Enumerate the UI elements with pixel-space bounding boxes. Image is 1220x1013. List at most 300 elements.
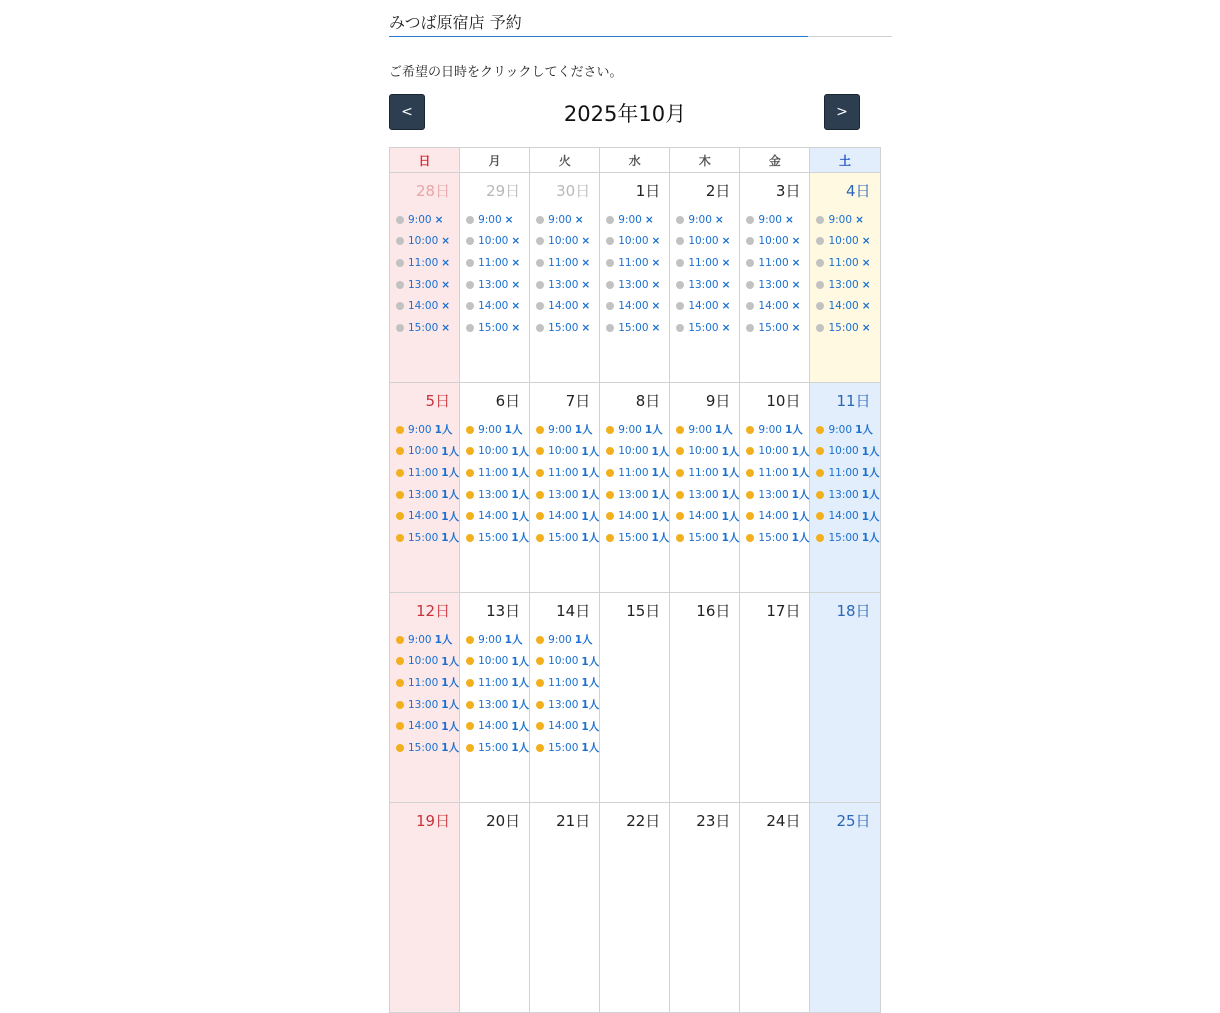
calendar-day-cell [530,593,600,803]
slot-availability: × [651,235,661,248]
prev-month-button[interactable]: < [389,94,425,130]
calendar-day-cell [670,383,740,593]
time-slot[interactable] [746,505,809,527]
time-slot[interactable] [396,672,459,694]
full-status-dot-icon [466,216,474,224]
available-status-dot-icon [676,512,684,520]
slot-time: 10:00 [618,235,649,248]
time-slot[interactable] [396,295,459,317]
slot-availability: 1人 [581,655,600,668]
time-slot[interactable] [466,715,529,737]
full-status-dot-icon [536,216,544,224]
available-status-dot-icon [536,636,544,644]
weekday-mon: 月 [460,148,530,173]
slot-availability: × [511,235,521,248]
slot-availability: 1人 [791,532,810,545]
calendar-week-row [390,173,881,383]
slot-availability: × [644,213,654,226]
available-status-dot-icon [466,636,474,644]
slot-availability: 1人 [651,510,670,523]
slot-availability: × [714,213,724,226]
slot-time: 9:00 [618,213,642,226]
slot-time: 9:00 [548,423,572,436]
full-status-dot-icon [396,324,404,332]
day-number: 4日 [846,182,871,200]
slot-time: 11:00 [618,466,649,479]
available-status-dot-icon [746,491,754,499]
available-status-dot-icon [466,701,474,709]
slot-time: 9:00 [618,423,642,436]
slot-availability: × [791,256,801,269]
slot-availability: × [861,278,871,291]
available-status-dot-icon [396,426,404,434]
time-slot[interactable] [536,419,599,441]
slot-time: 11:00 [758,466,789,479]
time-slot-list [390,419,459,549]
time-slot[interactable] [746,462,809,484]
slot-availability: 1人 [441,742,460,755]
slot-availability: 1人 [861,445,880,458]
slot-availability: 1人 [651,532,670,545]
day-number: 9日 [705,392,731,410]
available-status-dot-icon [746,512,754,520]
time-slot[interactable] [676,209,739,231]
time-slot[interactable] [396,715,459,737]
full-status-dot-icon [746,324,754,332]
time-slot[interactable] [606,527,669,549]
available-status-dot-icon [676,447,684,455]
time-slot[interactable] [746,231,809,253]
time-slot[interactable] [396,629,459,651]
slot-availability: 1人 [791,467,810,480]
weekday-tue: 火 [530,148,600,173]
slot-availability: 1人 [581,699,600,712]
available-status-dot-icon [466,512,474,520]
time-slot[interactable] [536,209,599,231]
slot-time: 11:00 [478,676,509,689]
slot-availability: 1人 [441,677,460,690]
slot-availability: 1人 [644,424,663,437]
time-slot[interactable] [396,252,459,274]
month-label: 2025年10月 [563,102,687,126]
full-status-dot-icon [676,259,684,267]
calendar-week-row [390,803,881,1013]
time-slot[interactable] [466,295,529,317]
day-number: 28日 [415,182,451,200]
time-slot[interactable] [466,505,529,527]
available-status-dot-icon [606,534,614,542]
slot-availability: 1人 [855,424,873,437]
calendar-day-cell [530,383,600,593]
time-slot[interactable] [466,252,529,274]
day-number: 24日 [766,812,801,830]
slot-availability: 1人 [511,467,530,480]
slot-availability: × [651,256,661,269]
day-number: 23日 [696,812,731,830]
time-slot-list [600,209,669,339]
slot-availability: 1人 [651,445,670,458]
day-number: 12日 [415,602,451,620]
time-slot[interactable] [816,231,879,253]
available-status-dot-icon [466,447,474,455]
time-slot[interactable] [606,462,669,484]
slot-availability: 1人 [441,489,460,502]
full-status-dot-icon [746,216,754,224]
calendar-day-cell [740,593,810,803]
time-slot[interactable] [536,715,599,737]
time-slot[interactable] [606,231,669,253]
time-slot[interactable] [816,419,879,441]
slot-availability: 1人 [504,424,523,437]
weekday-thu: 木 [670,148,740,173]
available-status-dot-icon [816,534,824,542]
slot-time: 11:00 [408,676,439,689]
slot-time: 13:00 [618,278,649,291]
day-number: 29日 [486,182,521,200]
page-title: みつば原宿店 予約 [389,0,892,37]
available-status-dot-icon [396,469,404,477]
time-slot[interactable] [606,505,669,527]
available-status-dot-icon [536,679,544,687]
time-slot[interactable] [396,441,459,463]
slot-time: 9:00 [828,423,853,436]
full-status-dot-icon [676,324,684,332]
time-slot[interactable] [466,419,529,441]
slot-time: 9:00 [688,213,712,226]
slot-availability: × [511,300,521,313]
calendar-day-cell [810,803,880,1013]
time-slot[interactable] [466,209,529,231]
slot-time: 14:00 [618,300,649,313]
slot-availability: × [651,300,661,313]
slot-time: 10:00 [408,235,439,248]
slot-availability: × [651,321,661,334]
time-slot[interactable] [816,317,879,339]
slot-time: 15:00 [478,321,509,334]
weekday-sat: 土 [810,148,880,173]
slot-time: 13:00 [408,488,439,501]
slot-time: 9:00 [478,423,502,436]
available-status-dot-icon [396,491,404,499]
full-status-dot-icon [536,237,544,245]
slot-time: 10:00 [688,445,719,458]
time-slot[interactable] [536,527,599,549]
available-status-dot-icon [606,447,614,455]
slot-time: 13:00 [408,278,439,291]
time-slot-list [530,209,599,339]
full-status-dot-icon [746,237,754,245]
time-slot[interactable] [676,317,739,339]
time-slot-list [740,419,809,549]
slot-time: 11:00 [688,466,719,479]
time-slot[interactable] [606,252,669,274]
time-slot[interactable] [746,274,809,296]
time-slot[interactable] [746,317,809,339]
slot-time: 10:00 [758,445,789,458]
time-slot[interactable] [676,231,739,253]
slot-time: 9:00 [758,213,782,226]
weekday-header-row [390,148,881,173]
full-status-dot-icon [536,324,544,332]
slot-time: 11:00 [548,256,579,269]
slot-time: 14:00 [618,510,649,523]
time-slot[interactable] [676,274,739,296]
slot-time: 13:00 [758,488,789,501]
day-number: 14日 [556,602,591,620]
time-slot[interactable] [466,694,529,716]
slot-time: 15:00 [478,531,509,544]
calendar-day-cell [670,173,740,383]
time-slot[interactable] [396,317,459,339]
time-slot[interactable] [606,295,669,317]
slot-time: 10:00 [478,655,509,668]
time-slot[interactable] [396,527,459,549]
time-slot[interactable] [676,295,739,317]
time-slot-list [390,629,459,759]
time-slot[interactable] [466,651,529,673]
time-slot[interactable] [816,209,879,231]
time-slot[interactable] [466,484,529,506]
time-slot[interactable] [466,231,529,253]
time-slot[interactable] [676,252,739,274]
time-slot[interactable] [466,317,529,339]
available-status-dot-icon [746,426,754,434]
slot-time: 9:00 [408,633,432,646]
time-slot[interactable] [536,737,599,759]
available-status-dot-icon [676,491,684,499]
time-slot[interactable] [466,629,529,651]
day-number: 16日 [696,602,731,620]
time-slot[interactable] [816,462,879,484]
time-slot[interactable] [676,462,739,484]
slot-availability: × [651,278,661,291]
available-status-dot-icon [676,534,684,542]
available-status-dot-icon [606,426,614,434]
weekday-sun: 日 [390,148,460,173]
slot-availability: 1人 [721,532,740,545]
time-slot-list [670,209,739,339]
time-slot[interactable] [746,209,809,231]
time-slot[interactable] [396,737,459,759]
time-slot[interactable] [816,505,879,527]
time-slot[interactable] [536,484,599,506]
time-slot[interactable] [536,505,599,527]
available-status-dot-icon [466,722,474,730]
time-slot[interactable] [396,231,459,253]
time-slot[interactable] [396,505,459,527]
slot-time: 11:00 [408,466,439,479]
available-status-dot-icon [816,469,824,477]
time-slot[interactable] [466,737,529,759]
day-number: 5日 [425,392,451,410]
time-slot[interactable] [746,441,809,463]
time-slot[interactable] [466,672,529,694]
time-slot[interactable] [466,274,529,296]
time-slot[interactable] [746,419,809,441]
time-slot[interactable] [816,527,879,549]
day-number: 20日 [486,812,521,830]
calendar-day-cell [460,383,530,593]
slot-availability: 1人 [511,510,530,523]
day-number: 10日 [766,392,801,410]
calendar-grid [389,147,881,1013]
slot-availability: 1人 [861,532,880,545]
slot-time: 14:00 [828,510,859,523]
slot-time: 13:00 [618,488,649,501]
time-slot[interactable] [816,295,879,317]
time-slot[interactable] [536,462,599,484]
slot-time: 13:00 [548,488,579,501]
slot-availability: × [861,235,871,248]
slot-availability: 1人 [441,720,460,733]
time-slot[interactable] [536,629,599,651]
time-slot[interactable] [816,484,879,506]
time-slot[interactable] [396,484,459,506]
time-slot[interactable] [396,462,459,484]
day-number: 22日 [626,812,661,830]
calendar-day-cell [740,173,810,383]
slot-time: 13:00 [408,698,439,711]
calendar-day-cell [670,803,740,1013]
full-status-dot-icon [746,259,754,267]
slot-availability: 1人 [581,445,600,458]
slot-availability: 1人 [581,677,600,690]
slot-time: 10:00 [758,235,789,248]
slot-time: 10:00 [548,445,579,458]
time-slot[interactable] [536,651,599,673]
day-number: 21日 [556,812,591,830]
available-status-dot-icon [466,657,474,665]
full-status-dot-icon [816,281,824,289]
available-status-dot-icon [466,534,474,542]
time-slot[interactable] [606,209,669,231]
time-slot[interactable] [536,672,599,694]
next-month-button[interactable]: > [824,94,860,130]
time-slot[interactable] [746,295,809,317]
available-status-dot-icon [606,512,614,520]
calendar-day-cell [810,593,880,803]
time-slot[interactable] [396,651,459,673]
time-slot[interactable] [466,462,529,484]
weekday-wed: 水 [600,148,670,173]
time-slot[interactable] [396,419,459,441]
full-status-dot-icon [746,302,754,310]
time-slot[interactable] [536,694,599,716]
slot-availability: 1人 [511,445,530,458]
slot-time: 13:00 [688,278,719,291]
available-status-dot-icon [536,447,544,455]
time-slot[interactable] [746,252,809,274]
slot-availability: 1人 [581,467,600,480]
slot-availability: × [791,235,801,248]
available-status-dot-icon [466,469,474,477]
time-slot[interactable] [816,441,879,463]
time-slot-list [530,629,599,759]
time-slot[interactable] [396,694,459,716]
slot-availability: 1人 [791,489,810,502]
time-slot[interactable] [536,317,599,339]
time-slot[interactable] [536,231,599,253]
slot-availability: × [861,300,871,313]
time-slot-list [390,209,459,339]
day-number: 15日 [626,602,661,620]
time-slot[interactable] [606,419,669,441]
time-slot[interactable] [606,441,669,463]
slot-time: 14:00 [478,300,509,313]
time-slot[interactable] [676,505,739,527]
slot-time: 14:00 [478,720,509,733]
time-slot[interactable] [676,419,739,441]
time-slot[interactable] [536,295,599,317]
slot-time: 11:00 [478,466,509,479]
day-number: 3日 [775,182,801,200]
slot-availability: 1人 [511,699,530,712]
time-slot[interactable] [746,484,809,506]
time-slot[interactable] [816,252,879,274]
calendar-day-cell [460,803,530,1013]
time-slot[interactable] [536,274,599,296]
day-number: 8日 [635,392,661,410]
slot-time: 9:00 [408,213,432,226]
slot-time: 15:00 [758,321,789,334]
full-status-dot-icon [536,259,544,267]
slot-time: 11:00 [548,676,579,689]
time-slot[interactable] [536,441,599,463]
slot-availability: 1人 [441,445,460,458]
full-status-dot-icon [676,237,684,245]
slot-availability: × [581,256,591,269]
slot-time: 9:00 [408,423,432,436]
time-slot[interactable] [816,274,879,296]
full-status-dot-icon [536,302,544,310]
slot-time: 14:00 [758,300,789,313]
time-slot[interactable] [676,484,739,506]
time-slot[interactable] [606,317,669,339]
available-status-dot-icon [396,512,404,520]
slot-time: 11:00 [548,466,579,479]
full-status-dot-icon [606,281,614,289]
slot-availability: 1人 [511,655,530,668]
full-status-dot-icon [396,259,404,267]
slot-time: 15:00 [618,321,649,334]
time-slot[interactable] [606,484,669,506]
day-number: 17日 [766,602,801,620]
time-slot[interactable] [536,252,599,274]
day-number: 18日 [836,602,871,620]
time-slot[interactable] [466,441,529,463]
time-slot[interactable] [606,274,669,296]
slot-time: 13:00 [478,488,509,501]
time-slot[interactable] [396,274,459,296]
slot-time: 14:00 [828,300,859,313]
slot-availability: 1人 [721,467,740,480]
time-slot[interactable] [676,527,739,549]
time-slot[interactable] [746,527,809,549]
full-status-dot-icon [606,216,614,224]
day-number: 30日 [556,182,591,200]
slot-time: 10:00 [408,655,439,668]
available-status-dot-icon [536,534,544,542]
time-slot[interactable] [396,209,459,231]
slot-time: 9:00 [478,213,502,226]
available-status-dot-icon [396,534,404,542]
slot-time: 15:00 [408,741,439,754]
slot-time: 15:00 [688,321,719,334]
time-slot[interactable] [676,441,739,463]
day-number: 7日 [565,392,591,410]
slot-availability: × [581,300,591,313]
time-slot[interactable] [466,527,529,549]
